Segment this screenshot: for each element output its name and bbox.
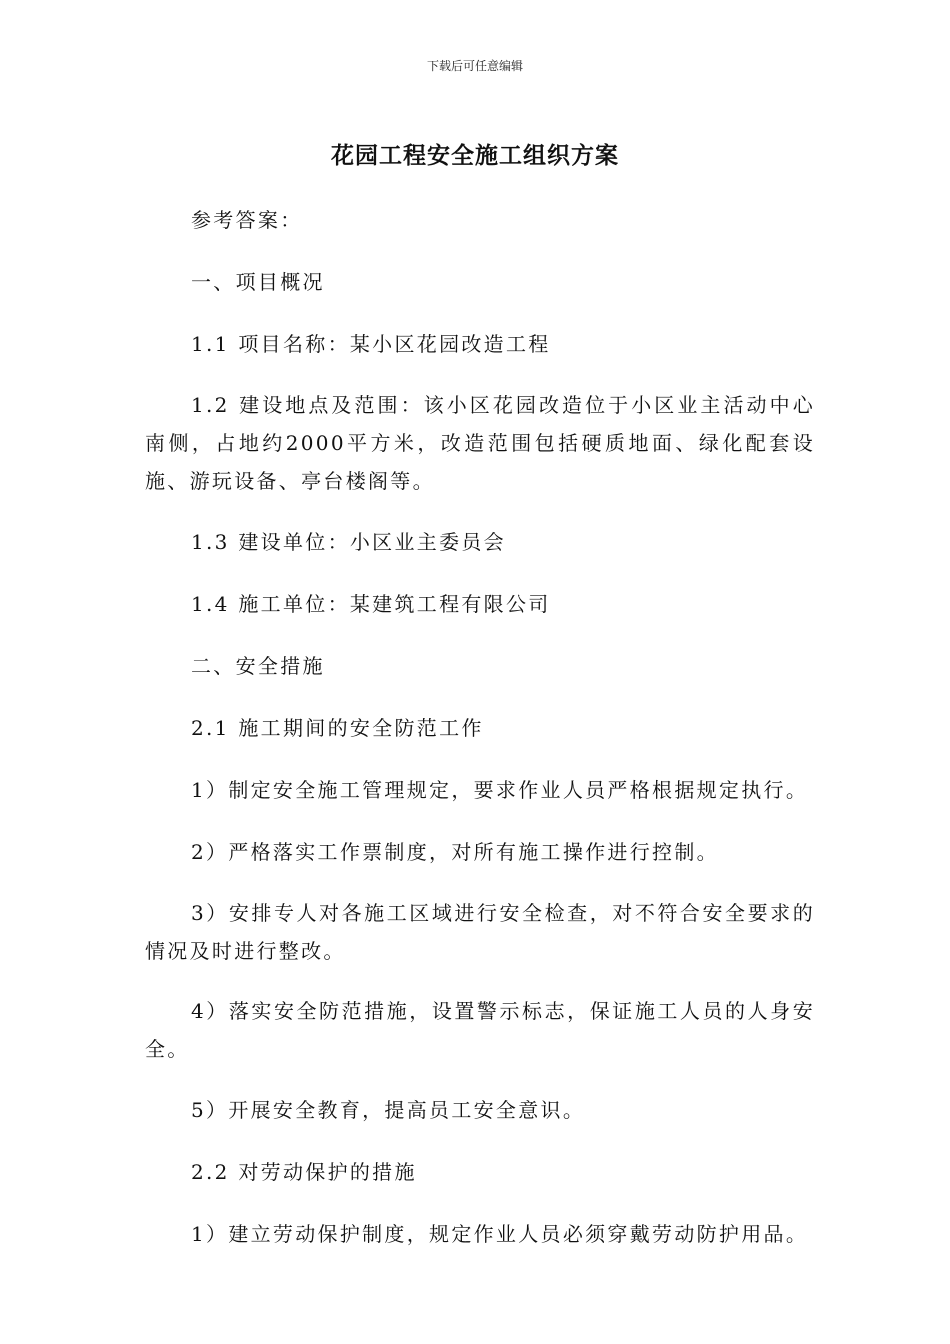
header-note: 下载后可任意编辑 (426, 59, 523, 73)
paragraph-contractor: 1.4 施工单位：某建筑工程有限公司 (191, 592, 551, 616)
document-body (145, 200, 815, 1276)
subheading-labor-protection: 2.2 对劳动保护的措施 (191, 1160, 417, 1184)
heading-project-overview: 一、项目概况 (191, 270, 325, 294)
list-item-1: 1）制定安全施工管理规定，要求作业人员严格根据规定执行。 (191, 778, 809, 802)
subheading-safety-prevention: 2.1 施工期间的安全防范工作 (191, 716, 484, 740)
document-title: 花园工程安全施工组织方案 (331, 143, 619, 169)
paragraph-reference-answer: 参考答案： (191, 208, 303, 232)
list-item-5: 5）开展安全教育，提高员工安全意识。 (191, 1098, 586, 1122)
list-item-2: 2）严格落实工作票制度，对所有施工操作进行控制。 (191, 840, 719, 864)
list-item-3: 3）安排专人对各施工区域进行安全检查，对不符合安全要求的情况及时进行整改。 (145, 901, 815, 963)
paragraph-client: 1.3 建设单位：小区业主委员会 (191, 530, 506, 554)
paragraph-location-scope: 1.2 建设地点及范围：该小区花园改造位于小区业主活动中心南侧，占地约2000平方米，改造范围包括硬质地面、绿化配套设施、游玩设备、亭台楼阁等。 (145, 393, 815, 493)
list-item-labor-1: 1）建立劳动保护制度，规定作业人员必须穿戴劳动防护用品。 (191, 1222, 809, 1246)
list-item-4: 4）落实安全防范措施，设置警示标志，保证施工人员的人身安全。 (145, 999, 815, 1061)
heading-safety-measures: 二、安全措施 (191, 654, 325, 678)
paragraph-project-name: 1.1 项目名称：某小区花园改造工程 (191, 332, 551, 356)
